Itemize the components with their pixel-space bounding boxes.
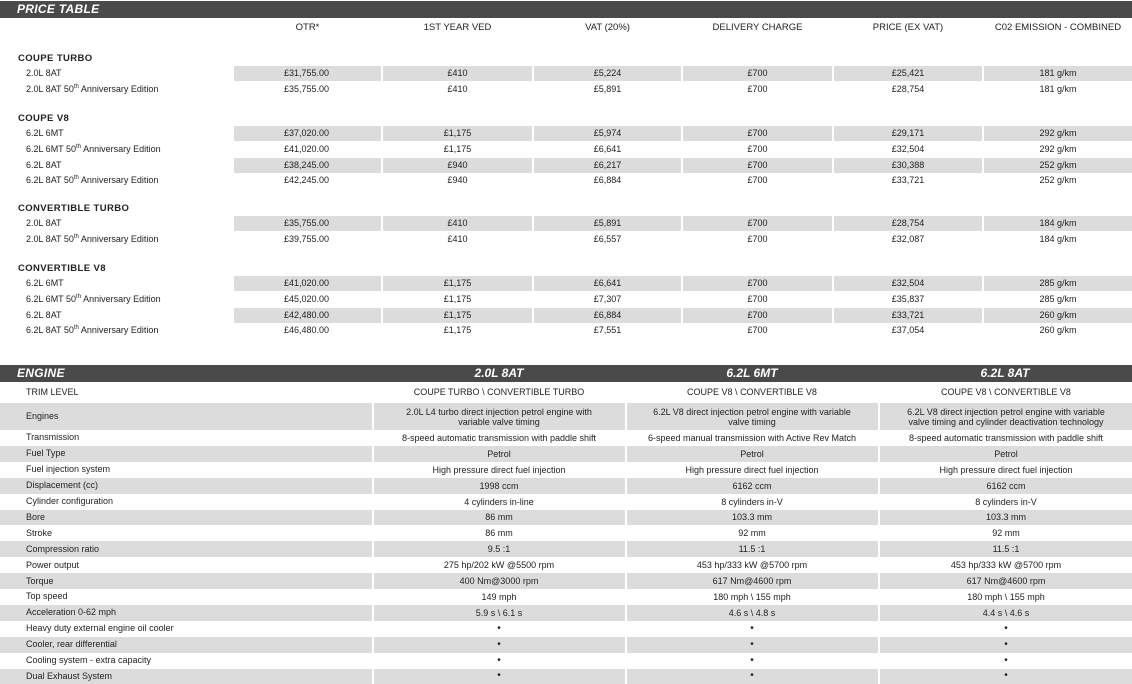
price-table-header-bar — [0, 1, 1132, 18]
model-name: 6.2L 8AT 50 — [26, 325, 74, 335]
price-cell: £6,884 — [534, 173, 681, 188]
price-cell: £410 — [383, 216, 532, 231]
engine-spec-row — [0, 510, 1132, 526]
variant-heading-1: 2.0L 8AT — [374, 366, 624, 380]
engine-spec-value: 6-speed manual transmission with Active Rev Match — [627, 430, 877, 446]
engine-spec-value: 6.2L V8 direct injection petrol engine with variable valve timing and cylinder deactivation technology — [880, 403, 1132, 430]
engine-spec-label: Acceleration 0-62 mph — [26, 607, 116, 617]
engine-spec-value: 453 hp/333 kW @5700 rpm — [627, 557, 877, 573]
engine-table-title: ENGINE — [17, 366, 65, 380]
variant-heading-2: 6.2L 6MT — [627, 366, 877, 380]
engine-spec-value: 4.6 s \ 4.8 s — [627, 605, 877, 621]
price-column-header: DELIVERY CHARGE — [683, 22, 832, 33]
engine-spec-label: Heavy duty external engine oil cooler — [26, 623, 174, 633]
price-cell: £32,504 — [834, 142, 982, 157]
engine-spec-label: Power output — [26, 560, 79, 570]
price-cell: £30,388 — [834, 158, 982, 173]
price-row — [0, 142, 1132, 157]
model-name: 6.2L 6MT — [26, 278, 64, 288]
price-cell: £410 — [383, 82, 532, 97]
price-cell: £6,641 — [534, 142, 681, 157]
model-ordinal-suffix: th — [76, 294, 81, 300]
price-cell: £42,245.00 — [234, 173, 381, 188]
price-row-label — [26, 128, 64, 138]
engine-spec-row — [0, 494, 1132, 510]
engine-spec-value: 180 mph \ 155 mph — [627, 589, 877, 605]
price-row — [0, 173, 1132, 188]
price-cell: £32,087 — [834, 232, 982, 247]
engine-spec-value: 86 mm — [374, 525, 624, 541]
price-cell: £700 — [683, 276, 832, 291]
engine-spec-label: Cooler, rear differential — [26, 639, 117, 649]
price-cell: £700 — [683, 126, 832, 141]
model-ordinal-suffix: th — [74, 84, 79, 90]
price-cell: £410 — [383, 232, 532, 247]
price-cell: £1,175 — [383, 142, 532, 157]
price-row-label — [26, 144, 161, 154]
price-row-label — [26, 175, 158, 185]
price-cell: 285 g/km — [984, 276, 1132, 291]
trim-level-label: TRIM LEVEL — [26, 387, 79, 397]
price-cell: £6,557 — [534, 232, 681, 247]
price-cell: £41,020.00 — [234, 142, 381, 157]
price-cell: £35,755.00 — [234, 216, 381, 231]
trim-value-1: COUPE TURBO \ CONVERTIBLE TURBO — [374, 387, 624, 397]
engine-spec-value: 400 Nm@3000 rpm — [374, 573, 624, 589]
engine-spec-value: 1998 ccm — [374, 478, 624, 494]
engine-spec-value: High pressure direct fuel injection — [627, 462, 877, 478]
engine-spec-value: 8-speed automatic transmission with paddle shift — [374, 430, 624, 446]
price-cell: 260 g/km — [984, 323, 1132, 338]
price-row — [0, 232, 1132, 247]
engine-spec-row — [0, 557, 1132, 573]
engine-spec-value: Petrol — [627, 446, 877, 462]
price-cell: £700 — [683, 216, 832, 231]
engine-spec-label: Transmission — [26, 432, 79, 442]
feature-included-dot: • — [627, 669, 877, 684]
price-cell: £31,755.00 — [234, 66, 381, 81]
price-cell: £1,175 — [383, 276, 532, 291]
engine-spec-value: 6162 ccm — [880, 478, 1132, 494]
price-table-title: PRICE TABLE — [17, 2, 99, 16]
price-cell: £5,224 — [534, 66, 681, 81]
price-cell: £6,217 — [534, 158, 681, 173]
model-edition: Anniversary Edition — [79, 175, 159, 185]
model-name: 2.0L 8AT — [26, 68, 62, 78]
price-cell: £940 — [383, 173, 532, 188]
price-cell: £6,884 — [534, 308, 681, 323]
engine-spec-value: High pressure direct fuel injection — [374, 462, 624, 478]
engine-spec-row — [0, 605, 1132, 621]
engine-spec-value: 5.9 s \ 6.1 s — [374, 605, 624, 621]
price-row — [0, 66, 1132, 81]
engine-spec-value: 86 mm — [374, 510, 624, 526]
engine-spec-label: Fuel Type — [26, 448, 65, 458]
price-cell: £37,020.00 — [234, 126, 381, 141]
engine-spec-value: 180 mph \ 155 mph — [880, 589, 1132, 605]
engine-spec-value: 11.5 :1 — [627, 541, 877, 557]
price-cell: £35,755.00 — [234, 82, 381, 97]
model-name: 6.2L 8AT 50 — [26, 175, 74, 185]
price-cell: £32,504 — [834, 276, 982, 291]
price-cell: 285 g/km — [984, 292, 1132, 307]
price-cell: £45,020.00 — [234, 292, 381, 307]
price-cell: £700 — [683, 66, 832, 81]
engine-spec-value: 103.3 mm — [627, 510, 877, 526]
feature-included-dot: • — [627, 653, 877, 669]
engine-spec-row — [0, 462, 1132, 478]
price-cell: 181 g/km — [984, 66, 1132, 81]
price-cell: 181 g/km — [984, 82, 1132, 97]
model-edition: Anniversary Edition — [79, 325, 159, 335]
model-ordinal-suffix: th — [74, 234, 79, 240]
engine-spec-row — [0, 669, 1132, 684]
model-name: 2.0L 8AT 50 — [26, 84, 74, 94]
variant-heading-3: 6.2L 8AT — [880, 366, 1130, 380]
engine-spec-label: Torque — [26, 576, 54, 586]
engine-spec-row — [0, 589, 1132, 605]
model-name: 2.0L 8AT 50 — [26, 234, 74, 244]
feature-included-dot: • — [880, 621, 1132, 637]
model-name: 6.2L 6MT 50 — [26, 294, 76, 304]
price-cell: 252 g/km — [984, 158, 1132, 173]
price-cell: 292 g/km — [984, 126, 1132, 141]
model-name: 2.0L 8AT — [26, 218, 62, 228]
engine-spec-value: 453 hp/333 kW @5700 rpm — [880, 557, 1132, 573]
price-cell: 260 g/km — [984, 308, 1132, 323]
engine-spec-value: 2.0L L4 turbo direct injection petrol engine with variable valve timing — [374, 403, 624, 430]
engine-spec-label: Fuel injection system — [26, 464, 110, 474]
engine-spec-row — [0, 403, 1132, 430]
engine-spec-row — [0, 573, 1132, 589]
price-section-title: CONVERTIBLE V8 — [18, 263, 106, 274]
price-cell: £1,175 — [383, 292, 532, 307]
price-section-title: CONVERTIBLE TURBO — [18, 203, 129, 214]
model-name: 6.2L 6MT 50 — [26, 144, 76, 154]
price-row — [0, 292, 1132, 307]
engine-spec-row — [0, 541, 1132, 557]
model-ordinal-suffix: th — [74, 175, 79, 181]
price-row-label — [26, 234, 158, 244]
price-cell: £41,020.00 — [234, 276, 381, 291]
engine-spec-row — [0, 637, 1132, 653]
feature-included-dot: • — [374, 637, 624, 653]
price-cell: £700 — [683, 308, 832, 323]
price-cell: 184 g/km — [984, 232, 1132, 247]
price-row-label — [26, 310, 62, 320]
price-row-label — [26, 325, 158, 335]
engine-spec-label: Engines — [26, 411, 59, 421]
price-cell: £1,175 — [383, 126, 532, 141]
price-column-header: 1ST YEAR VED — [383, 22, 532, 33]
price-cell: £33,721 — [834, 173, 982, 188]
engine-spec-label: Cooling system - extra capacity — [26, 655, 151, 665]
model-edition: Anniversary Edition — [81, 144, 161, 154]
feature-included-dot: • — [374, 669, 624, 684]
price-cell: £46,480.00 — [234, 323, 381, 338]
trim-value-2: COUPE V8 \ CONVERTIBLE V8 — [627, 387, 877, 397]
price-row — [0, 276, 1132, 291]
price-cell: £28,754 — [834, 82, 982, 97]
price-cell: £5,891 — [534, 82, 681, 97]
price-row-label — [26, 68, 62, 78]
price-cell: £700 — [683, 292, 832, 307]
engine-spec-label: Top speed — [26, 591, 68, 601]
engine-spec-label: Stroke — [26, 528, 52, 538]
engine-spec-label: Cylinder configuration — [26, 496, 113, 506]
engine-spec-value: Petrol — [880, 446, 1132, 462]
price-cell: £35,837 — [834, 292, 982, 307]
price-column-header: OTR* — [234, 22, 381, 33]
engine-spec-value: 6162 ccm — [627, 478, 877, 494]
engine-spec-row — [0, 430, 1132, 446]
price-cell: 184 g/km — [984, 216, 1132, 231]
engine-spec-value: 92 mm — [880, 525, 1132, 541]
model-edition: Anniversary Edition — [79, 84, 159, 94]
engine-spec-value: 617 Nm@4600 rpm — [627, 573, 877, 589]
price-cell: £410 — [383, 66, 532, 81]
price-cell: £1,175 — [383, 308, 532, 323]
engine-spec-value: 617 Nm@4600 rpm — [880, 573, 1132, 589]
engine-spec-value: Petrol — [374, 446, 624, 462]
price-cell: 252 g/km — [984, 173, 1132, 188]
price-cell: £29,171 — [834, 126, 982, 141]
engine-spec-label: Displacement (cc) — [26, 480, 98, 490]
price-cell: £700 — [683, 323, 832, 338]
feature-included-dot: • — [880, 653, 1132, 669]
model-ordinal-suffix: th — [74, 325, 79, 331]
price-cell: 292 g/km — [984, 142, 1132, 157]
feature-included-dot: • — [880, 637, 1132, 653]
feature-included-dot: • — [374, 653, 624, 669]
engine-spec-label: Compression ratio — [26, 544, 99, 554]
engine-spec-value: 92 mm — [627, 525, 877, 541]
feature-included-dot: • — [627, 637, 877, 653]
price-cell: £38,245.00 — [234, 158, 381, 173]
price-section-title: COUPE V8 — [18, 113, 69, 124]
engine-spec-row — [0, 446, 1132, 462]
price-column-header: VAT (20%) — [534, 22, 681, 33]
model-edition: Anniversary Edition — [79, 234, 159, 244]
price-cell: £700 — [683, 82, 832, 97]
price-row-label — [26, 160, 62, 170]
model-name: 6.2L 6MT — [26, 128, 64, 138]
price-column-header: PRICE (EX VAT) — [834, 22, 982, 33]
model-edition: Anniversary Edition — [81, 294, 161, 304]
price-row-label — [26, 218, 62, 228]
engine-spec-value: 275 hp/202 kW @5500 rpm — [374, 557, 624, 573]
price-cell: £6,641 — [534, 276, 681, 291]
price-cell: £700 — [683, 173, 832, 188]
engine-spec-label: Dual Exhaust System — [26, 671, 112, 681]
price-row-label — [26, 84, 158, 94]
engine-spec-value: 9.5 :1 — [374, 541, 624, 557]
price-row — [0, 216, 1132, 231]
price-row — [0, 158, 1132, 173]
price-cell: £5,974 — [534, 126, 681, 141]
engine-spec-row — [0, 525, 1132, 541]
engine-spec-value: 11.5 :1 — [880, 541, 1132, 557]
price-cell: £7,307 — [534, 292, 681, 307]
price-row — [0, 308, 1132, 323]
price-cell: £33,721 — [834, 308, 982, 323]
engine-spec-value: High pressure direct fuel injection — [880, 462, 1132, 478]
engine-spec-value: 8-speed automatic transmission with paddle shift — [880, 430, 1132, 446]
engine-spec-row — [0, 478, 1132, 494]
price-cell: £700 — [683, 142, 832, 157]
price-row — [0, 323, 1132, 338]
engine-spec-value: 8 cylinders in-V — [880, 494, 1132, 510]
model-ordinal-suffix: th — [76, 144, 81, 150]
price-cell: £5,891 — [534, 216, 681, 231]
model-name: 6.2L 8AT — [26, 310, 62, 320]
engine-spec-value: 8 cylinders in-V — [627, 494, 877, 510]
feature-included-dot: • — [627, 621, 877, 637]
engine-spec-row — [0, 621, 1132, 637]
engine-spec-value: 4 cylinders in-line — [374, 494, 624, 510]
engine-spec-value: 149 mph — [374, 589, 624, 605]
engine-spec-value: 103.3 mm — [880, 510, 1132, 526]
price-cell: £37,054 — [834, 323, 982, 338]
price-cell: £700 — [683, 232, 832, 247]
engine-table-header-bar — [0, 365, 1132, 382]
price-section-title: COUPE TURBO — [18, 53, 93, 64]
price-row — [0, 82, 1132, 97]
engine-spec-row — [0, 653, 1132, 669]
price-cell: £39,755.00 — [234, 232, 381, 247]
price-cell: £25,421 — [834, 66, 982, 81]
price-cell: £1,175 — [383, 323, 532, 338]
price-column-header: C02 EMISSION - COMBINED — [984, 22, 1132, 33]
engine-spec-label: Bore — [26, 512, 45, 522]
price-cell: £700 — [683, 158, 832, 173]
feature-included-dot: • — [374, 621, 624, 637]
price-cell: £42,480.00 — [234, 308, 381, 323]
price-row-label — [26, 294, 161, 304]
price-cell: £940 — [383, 158, 532, 173]
feature-included-dot: • — [880, 669, 1132, 684]
model-name: 6.2L 8AT — [26, 160, 62, 170]
engine-spec-value: 4.4 s \ 4.6 s — [880, 605, 1132, 621]
trim-level-row — [0, 383, 1132, 402]
engine-spec-value: 6.2L V8 direct injection petrol engine with variable valve timing — [627, 403, 877, 430]
price-row — [0, 126, 1132, 141]
price-row-label — [26, 278, 64, 288]
price-cell: £28,754 — [834, 216, 982, 231]
price-cell: £7,551 — [534, 323, 681, 338]
trim-value-3: COUPE V8 \ CONVERTIBLE V8 — [880, 387, 1132, 397]
